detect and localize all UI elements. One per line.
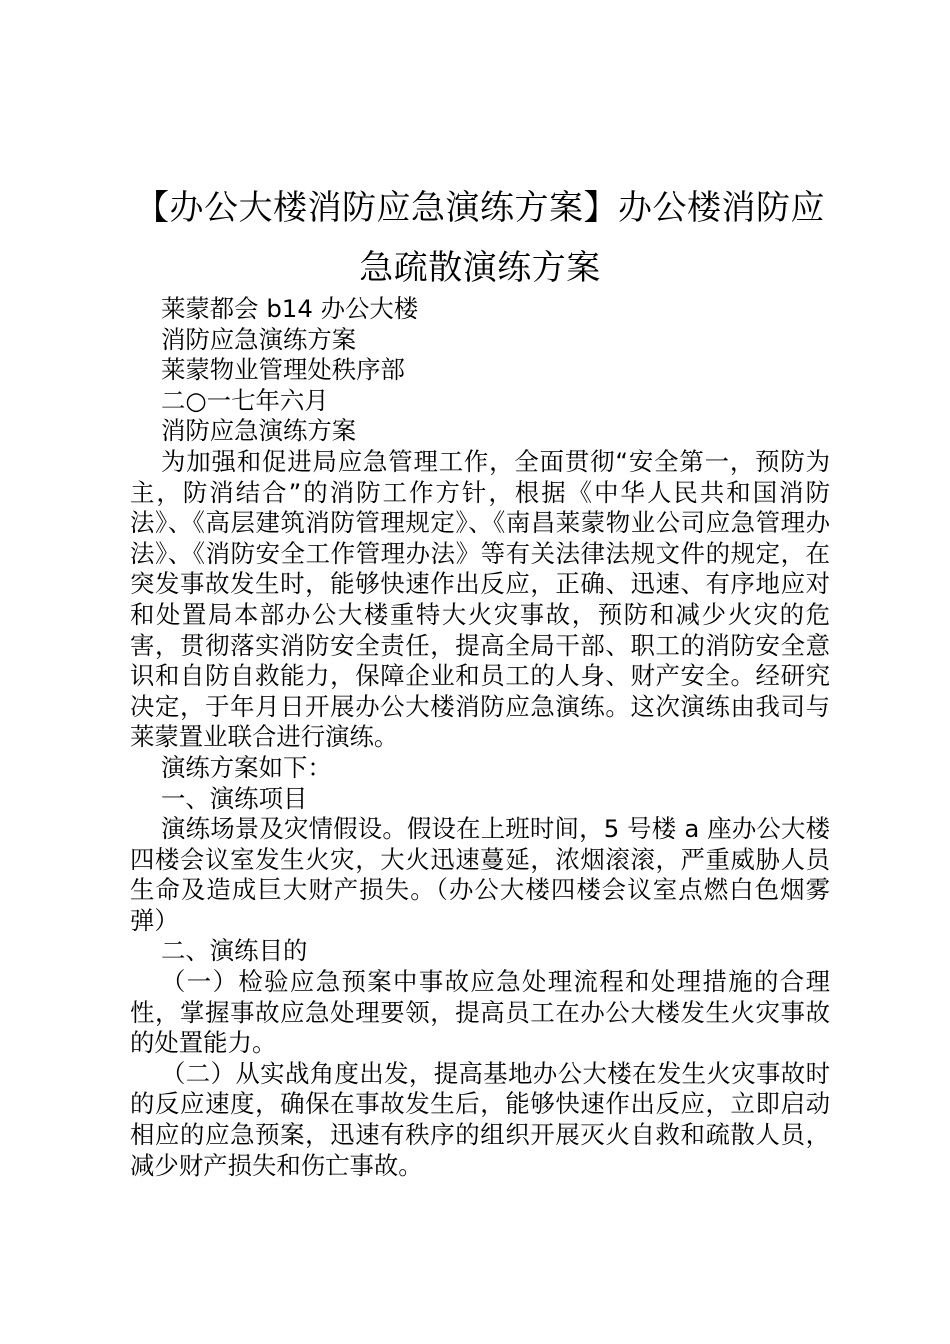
header-line-venue: 莱蒙都会 b14 办公大楼 xyxy=(161,294,419,323)
intro-paragraph: 为加强和促进局应急管理工作，全面贯彻“安全第一，预防为主，防消结合”的消防工作方针，根据《中华人民共和国消防法》、《高层建筑消防管理规定》、《南昌莱蒙物业公司应急管理办法》、《消防安全工作管理办法》等有关法律法规文件的规定，在突发事故发生时，能够快速作出反应，正确、迅速、有序地应对和处置局本部办公大楼重特大火灾事故，预防和减少火灾的危害，贯彻落实消防安全责任，提高全局干部、职工的消防安全意识和自防自救能力，保障企业和员工的人身、财产安全。经研究决定，于年月日开展办公大楼消防应急演练。这次演练由我司与莱蒙置业联合进行演练。 xyxy=(130,446,830,752)
section2-heading: 二、演练目的 xyxy=(161,936,308,966)
header-line-plan-name: 消防应急演练方案 xyxy=(161,324,357,354)
document-body xyxy=(130,294,830,1181)
section2-item1: （一）检验应急预案中事故应急处理流程和处理措施的合理性，掌握事故应急处理要领，提高员工在办公大楼发生火灾事故的处置能力。 xyxy=(130,967,830,1058)
section1-paragraph: 演练场景及灾情假设。假设在上班时间，5 号楼 a 座办公大楼四楼会议室发生火灾，大火迅速蔓延，浓烟滚滚，严重威胁人员生命及造成巨大财产损失。（办公大楼四楼会议室点燃白色烟雾弹） xyxy=(130,814,830,935)
document-title: 【办公大楼消防应急演练方案】办公楼消防应急疏散演练方案 xyxy=(135,188,825,288)
header-line-department: 莱蒙物业管理处秩序部 xyxy=(161,355,405,385)
section1-heading: 一、演练项目 xyxy=(161,783,308,813)
plan-intro: 演练方案如下： xyxy=(161,752,332,782)
section2-item2: （二）从实战角度出发，提高基地办公大楼在发生火灾事故时的反应速度，确保在事故发生后，能够快速作出反应，立即启动相应的应急预案，迅速有秩序的组织开展灭火自救和疏散人员，减少财产损失和伤亡事故。 xyxy=(130,1058,830,1180)
header-line-plan-title: 消防应急演练方案 xyxy=(161,416,357,446)
header-line-date: 二○一七年六月 xyxy=(161,385,329,415)
